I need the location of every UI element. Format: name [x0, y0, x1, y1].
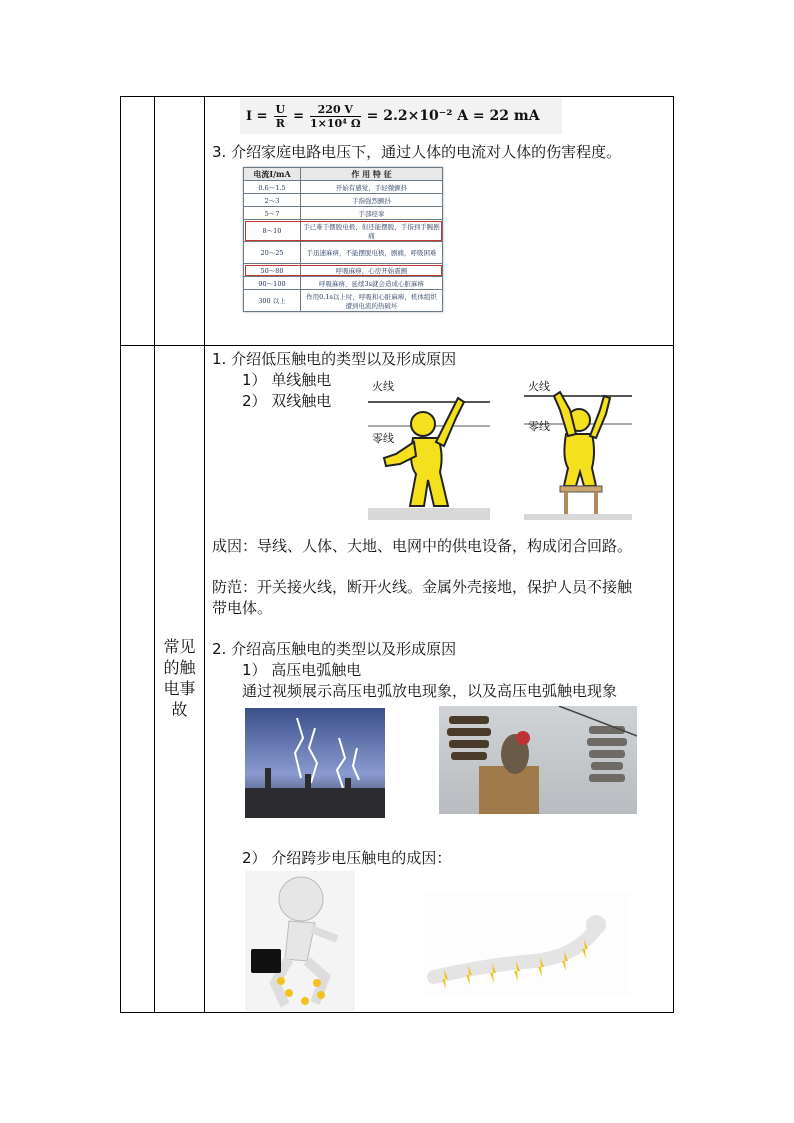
item-2-heading: 2. 介绍高压触电的类型以及形成原因	[212, 640, 457, 658]
side-label: 常见 的触 电事 故	[163, 637, 196, 719]
hv-arc-photo	[245, 708, 385, 818]
table-row: 300 以上 作用0.1s以上时，呼吸和心脏麻痹，机体组织遭到电流的热破坏	[244, 290, 443, 312]
table-row: 8～10 手已难于摆脱电极，但还能摆脱，手指到手腕剧痛	[244, 220, 443, 242]
prevent-text-line1: 防范：开关接火线，断开火线。金属外壳接地，保护人员不接触	[212, 578, 633, 596]
prevent-text-line2: 带电体。	[212, 599, 273, 617]
double-wire-shock-figure	[524, 374, 632, 520]
table-row: 20～25 手迅速麻痹，不能摆脱电极，剧痛，呼吸困难	[244, 242, 443, 264]
step-voltage-runner-figure	[245, 871, 355, 1011]
table-header-current: 电流I/mA	[244, 168, 301, 181]
step-voltage-worm-figure	[424, 891, 630, 995]
hv-arc-description: 通过视频展示高压电弧放电现象，以及高压电弧触电现象	[242, 682, 618, 700]
formula-ur-fraction: $\frac{U}{R}$	[275, 102, 286, 130]
step-voltage-subheading: 2） 介绍跨步电压触电的成因：	[242, 849, 452, 867]
current-formula	[240, 98, 562, 134]
table-row: 50～80 呼吸麻痹，心房开始震颤	[244, 264, 443, 277]
formula-rhs: = 2.2×10⁻² A = 22 mA	[366, 108, 540, 124]
table-header-effect: 作 用 特 征	[301, 168, 443, 181]
neutral-wire-label-1: 零线	[372, 432, 394, 445]
table-row: 5～7 手部痉挛	[244, 207, 443, 220]
current-effects-table	[243, 167, 443, 312]
table-row: 0.6～1.5 开始有感觉，手轻微颤抖	[244, 181, 443, 194]
sub-double-wire: 2） 双线触电	[242, 392, 332, 410]
live-wire-label-2: 火线	[528, 380, 550, 393]
formula-value-fraction: $\frac{220 V}{\text{1×10⁴ Ω}}$	[310, 102, 361, 130]
formula-lhs: I =	[246, 108, 268, 124]
cause-text: 成因：导线、人体、大地、电网中的供电设备，构成闭合回路。	[212, 537, 633, 555]
table-row: 90～100 呼吸麻痹，延续3s就会造成心脏麻痹	[244, 277, 443, 290]
formula-equals: =	[293, 108, 304, 124]
bird-on-insulator-photo	[439, 706, 637, 814]
hv-arc-subheading: 1） 高压电弧触电	[242, 661, 362, 679]
neutral-wire-label-2: 零线	[528, 420, 550, 433]
live-wire-label-1: 火线	[372, 380, 394, 393]
item-3-text: 3. 介绍家庭电路电压下，通过人体的电流对人体的伤害程度。	[212, 143, 622, 161]
single-wire-shock-figure	[368, 374, 490, 522]
sub-single-wire: 1） 单线触电	[242, 371, 332, 389]
table-row: 2～3 手指强烈颤抖	[244, 194, 443, 207]
item-1-heading: 1. 介绍低压触电的类型以及形成原因	[212, 350, 457, 368]
